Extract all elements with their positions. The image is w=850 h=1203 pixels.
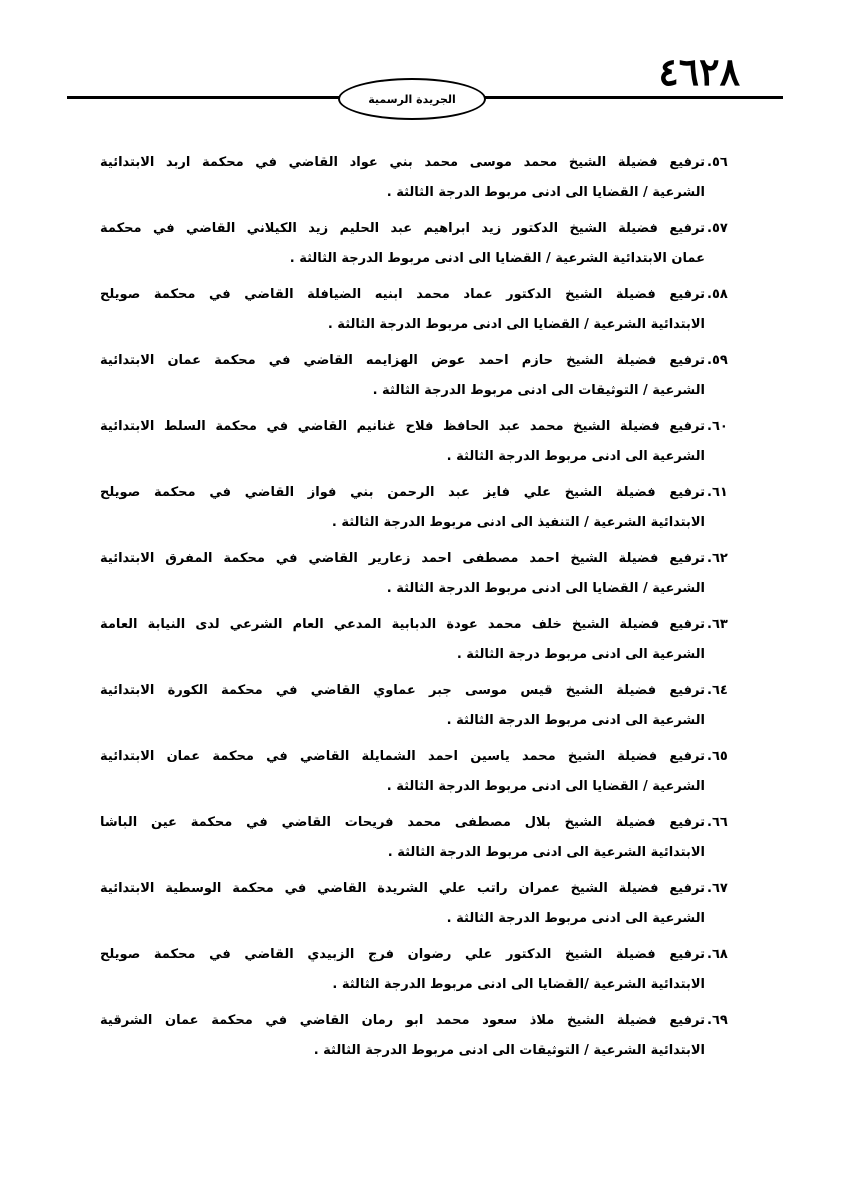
masthead-oval [338,78,486,120]
list-item [100,610,728,670]
page-number: ٤٦٢٨ [658,49,740,94]
list-item [100,676,728,736]
item-text-line: ترفيع فضيلة الشيخ الدكتور زيد ابراهيم عبد الحليم زيد الكيلاني القاضي في محكمة [100,221,705,236]
item-text-line: الشرعية / القضايا الى ادنى مربوط الدرجة الثالثة . [386,779,705,794]
item-text-line: ترفيع فضيلة الشيخ خلف محمد عودة الدبابية المدعي العام الشرعي لدى النيابة العامة [100,617,705,632]
item-text-line: ترفيع فضيلة الشيخ عمران راتب علي الشريدة القاضي في محكمة الوسطية الابتدائية [100,881,705,896]
item-number: ٦٧. [707,881,728,896]
item-text-line: ترفيع فضيلة الشيخ احمد مصطفى احمد زعارير القاضي في محكمة المفرق الابتدائية [100,551,705,566]
list-item [100,412,728,472]
list-item [100,544,728,604]
item-number: ٥٩. [707,353,728,368]
item-number: ٥٦. [707,155,728,170]
item-text-line: ترفيع فضيلة الشيخ الدكتور علي رضوان فرج الزبيدي القاضي في محكمة صويلح [100,947,705,962]
item-text-line: ترفيع فضيلة الشيخ حازم احمد عوض الهزايمه القاضي في محكمة عمان الابتدائية [100,353,705,368]
list-item [100,280,728,340]
list-item [100,148,728,208]
item-text-line: الشرعية الى ادنى مربوط درجة الثالثة . [456,647,705,662]
item-number: ٦٤. [707,683,728,698]
list-item [100,346,728,406]
item-text-line: الشرعية / القضايا الى ادنى مربوط الدرجة الثالثة . [386,581,705,596]
list-item [100,742,728,802]
item-number: ٦٢. [707,551,728,566]
list-item [100,808,728,868]
item-text-line: الشرعية الى ادنى مربوط الدرجة الثالثة . [446,713,705,728]
item-text-line: الشرعية الى ادنى مربوط الدرجة الثالثة . [446,911,705,926]
list-item [100,874,728,934]
list-item [100,214,728,274]
promotion-list [100,148,728,1072]
item-text-line: الابتدائية الشرعية / التنفيذ الى ادنى مربوط الدرجة الثالثة . [331,515,705,530]
publication-title: الجريدة الرسمية [368,92,456,106]
item-text-line: ترفيع فضيلة الشيخ محمد ياسين احمد الشمايلة القاضي في محكمة عمان الابتدائية [100,749,705,764]
item-number: ٦٠. [707,419,728,434]
item-text-line: ترفيع فضيلة الشيخ محمد عبد الحافظ فلاح غنانيم القاضي في محكمة السلط الابتدائية [100,419,705,434]
item-number: ٦٨. [707,947,728,962]
item-number: ٥٧. [707,221,728,236]
item-text-line: ترفيع فضيلة الشيخ علي فايز عبد الرحمن بني فواز القاضي في محكمة صويلح [100,485,705,500]
item-number: ٦٦. [707,815,728,830]
item-text-line: الشرعية الى ادنى مربوط الدرجة الثالثة . [446,449,705,464]
item-number: ٦٣. [707,617,728,632]
list-item [100,940,728,1000]
item-text-line: الابتدائية الشرعية / التوثيقات الى ادنى مربوط الدرجة الثالثة . [313,1043,705,1058]
item-text-line: ترفيع فضيلة الشيخ ملاذ سعود محمد ابو رمان القاضي في محكمة عمان الشرقية [100,1013,705,1028]
item-text-line: الابتدائية الشرعية الى ادنى مربوط الدرجة الثالثة . [387,845,705,860]
item-number: ٦١. [707,485,728,500]
item-number: ٦٥. [707,749,728,764]
item-text-line: الابتدائية الشرعية /القضايا الى ادنى مربوط الدرجة الثالثة . [332,977,705,992]
list-item [100,478,728,538]
item-text-line: الشرعية / القضايا الى ادنى مربوط الدرجة الثالثة . [386,185,705,200]
item-text-line: ترفيع فضيلة الشيخ الدكتور عماد محمد ابنيه الضيافلة القاضي في محكمة صويلح [100,287,705,302]
item-text-line: الابتدائية الشرعية / القضايا الى ادنى مربوط الدرجة الثالثة . [327,317,705,332]
item-text-line: ترفيع فضيلة الشيخ قيس موسى جبر عماوي القاضي في محكمة الكورة الابتدائية [100,683,705,698]
item-text-line: ترفيع فضيلة الشيخ محمد موسى محمد بني عواد القاضي في محكمة اربد الابتدائية [100,155,705,170]
item-number: ٥٨. [707,287,728,302]
item-text-line: ترفيع فضيلة الشيخ بلال مصطفى محمد فريحات القاضي في محكمة عين الباشا [100,815,705,830]
item-text-line: الشرعية / التوثيقات الى ادنى مربوط الدرجة الثالثة . [372,383,705,398]
item-number: ٦٩. [707,1013,728,1028]
list-item [100,1006,728,1066]
item-text-line: عمان الابتدائية الشرعية / القضايا الى ادنى مربوط الدرجة الثالثة . [289,251,705,266]
